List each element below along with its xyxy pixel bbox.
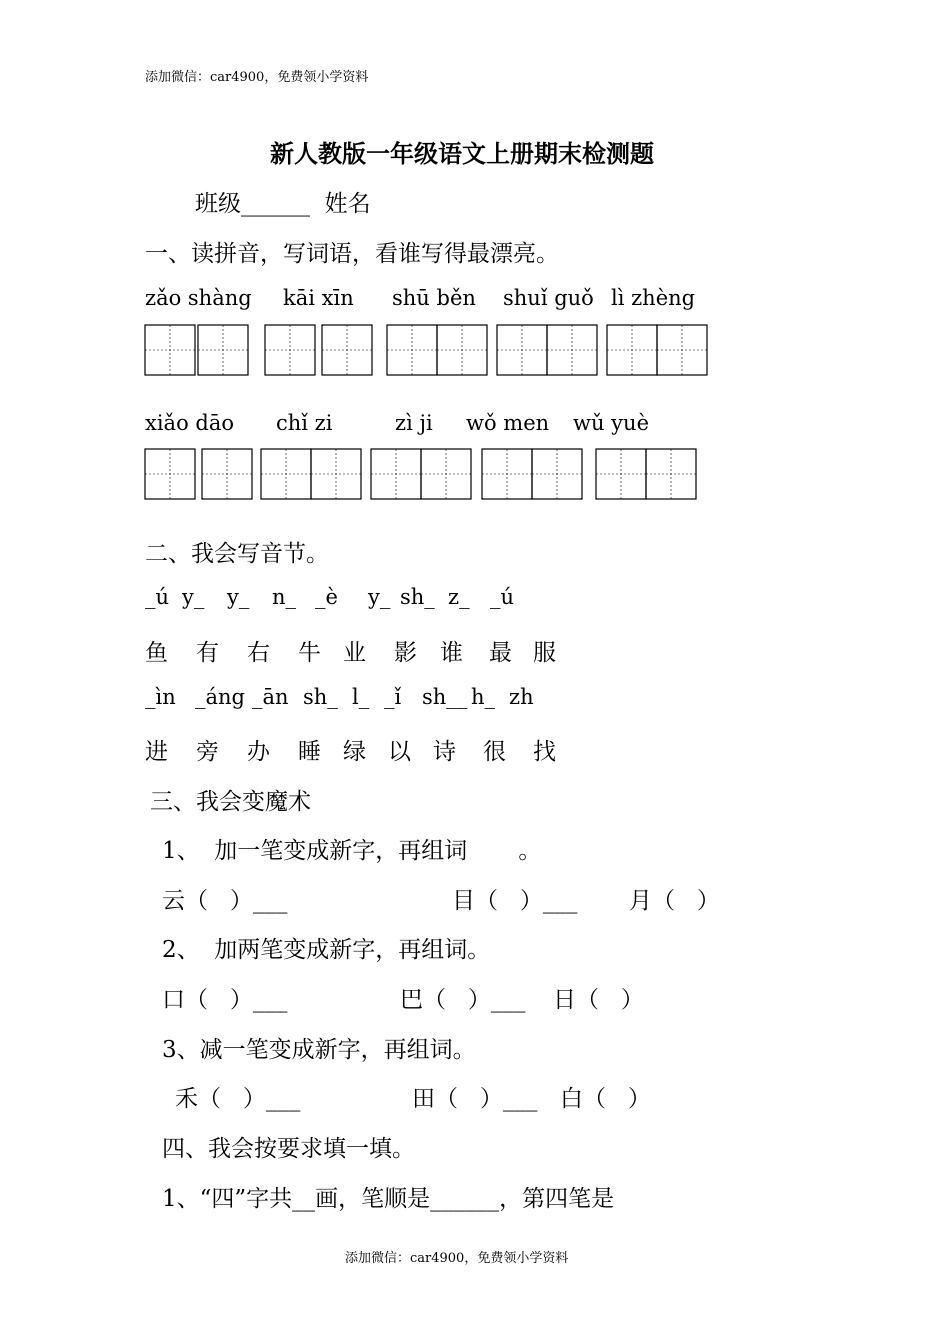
pinyin-item: lì zhèng xyxy=(611,286,696,310)
section3-heading: 三、我会变魔术 xyxy=(150,789,311,815)
syllable-blank: _ú xyxy=(145,585,170,609)
writing-grid[interactable] xyxy=(607,325,707,375)
answer-item: 禾（ ）___ xyxy=(175,1086,301,1112)
char-item: 业 xyxy=(343,640,366,666)
answer-item: 云（ ）___ xyxy=(162,888,288,914)
pinyin-item: xiǎo dāo xyxy=(145,411,235,435)
char-item: 旁 xyxy=(196,739,219,765)
char-item: 绿 xyxy=(343,739,366,765)
section1-heading: 一、读拼音，写词语，看谁写得最漂亮。 xyxy=(145,241,559,267)
page-title: 新人教版一年级语文上册期末检测题 xyxy=(270,139,654,168)
char-item: 谁 xyxy=(440,640,463,666)
char-item: 找 xyxy=(533,739,556,765)
char-item: 右 xyxy=(247,640,270,666)
writing-grid[interactable] xyxy=(145,449,252,499)
writing-grid[interactable] xyxy=(265,325,372,375)
syllable-blank: z_ xyxy=(448,585,470,609)
char-item: 进 xyxy=(145,739,168,765)
writing-grid[interactable] xyxy=(145,325,248,375)
section4-heading: 四、我会按要求填一填。 xyxy=(162,1136,415,1162)
answer-item: 日（ ） xyxy=(553,987,644,1013)
syllable-blank: zh xyxy=(509,685,534,709)
syllable-blank: sh_ xyxy=(303,685,338,709)
question-text: 1、“四”字共__画，笔顺是______，第四笔是 xyxy=(162,1186,615,1212)
section2-heading: 二、我会写音节。 xyxy=(145,541,329,567)
syllable-blank: _ìn xyxy=(145,685,176,709)
char-item: 牛 xyxy=(298,640,321,666)
writing-grid[interactable] xyxy=(387,325,487,375)
syllable-blank: sh__ xyxy=(422,685,468,709)
pinyin-item: wǒ men xyxy=(466,411,550,435)
char-item: 服 xyxy=(533,640,556,666)
footer-note: 添加微信：car4900，免费领小学资料 xyxy=(345,1251,569,1266)
writing-grid[interactable] xyxy=(371,449,471,499)
char-item: 以 xyxy=(388,739,411,765)
char-item: 有 xyxy=(196,640,219,666)
writing-grid[interactable] xyxy=(596,449,696,499)
pinyin-item: chǐ zi xyxy=(276,411,333,435)
pinyin-item: kāi xīn xyxy=(283,286,354,310)
syllable-blank: h_ xyxy=(471,685,496,709)
answer-item: 月（ ） xyxy=(629,888,720,914)
answer-item: 口（ ）___ xyxy=(162,987,288,1013)
answer-item: 目（ ）___ xyxy=(452,888,578,914)
char-item: 诗 xyxy=(433,739,456,765)
syllable-blank: y_ xyxy=(368,585,391,609)
pinyin-item: zì ji xyxy=(395,411,433,435)
char-item: 最 xyxy=(489,640,512,666)
pinyin-item: wǔ yuè xyxy=(573,411,649,435)
writing-grid[interactable] xyxy=(497,325,597,375)
syllable-blank: _áng xyxy=(195,685,245,709)
answer-item: 田（ ）___ xyxy=(412,1086,538,1112)
syllable-blank: _ǐ xyxy=(384,685,402,709)
answer-item: 白（ ） xyxy=(560,1086,651,1112)
pinyin-item: shū běn xyxy=(392,286,476,310)
syllable-blank: _è xyxy=(315,585,338,609)
char-item: 睡 xyxy=(298,739,321,765)
syllable-blank: n_ xyxy=(272,585,297,609)
char-item: 很 xyxy=(483,739,506,765)
question-text: 1、 加一笔变成新字，再组词 。 xyxy=(162,838,542,864)
syllable-blank: sh_ xyxy=(400,585,435,609)
question-text: 3、减一笔变成新字，再组词。 xyxy=(162,1037,476,1063)
header-note: 添加微信：car4900，免费领小学资料 xyxy=(145,70,369,85)
syllable-blank: y_ xyxy=(182,585,205,609)
writing-grid[interactable] xyxy=(261,449,361,499)
char-item: 影 xyxy=(394,640,417,666)
syllable-blank: _ān xyxy=(252,685,289,709)
answer-item: 巴（ ）___ xyxy=(400,987,526,1013)
class-name-line: 班级______ 姓名 xyxy=(195,191,371,217)
pinyin-item: zǎo shàng xyxy=(145,286,252,310)
syllable-blank: l_ xyxy=(352,685,370,709)
writing-grid[interactable] xyxy=(482,449,582,499)
syllable-blank: y_ xyxy=(227,585,250,609)
char-item: 鱼 xyxy=(145,640,168,666)
question-text: 2、 加两笔变成新字，再组词。 xyxy=(162,937,491,963)
pinyin-item: shuǐ guǒ xyxy=(503,286,594,310)
char-item: 办 xyxy=(247,739,270,765)
syllable-blank: _ú xyxy=(490,585,515,609)
